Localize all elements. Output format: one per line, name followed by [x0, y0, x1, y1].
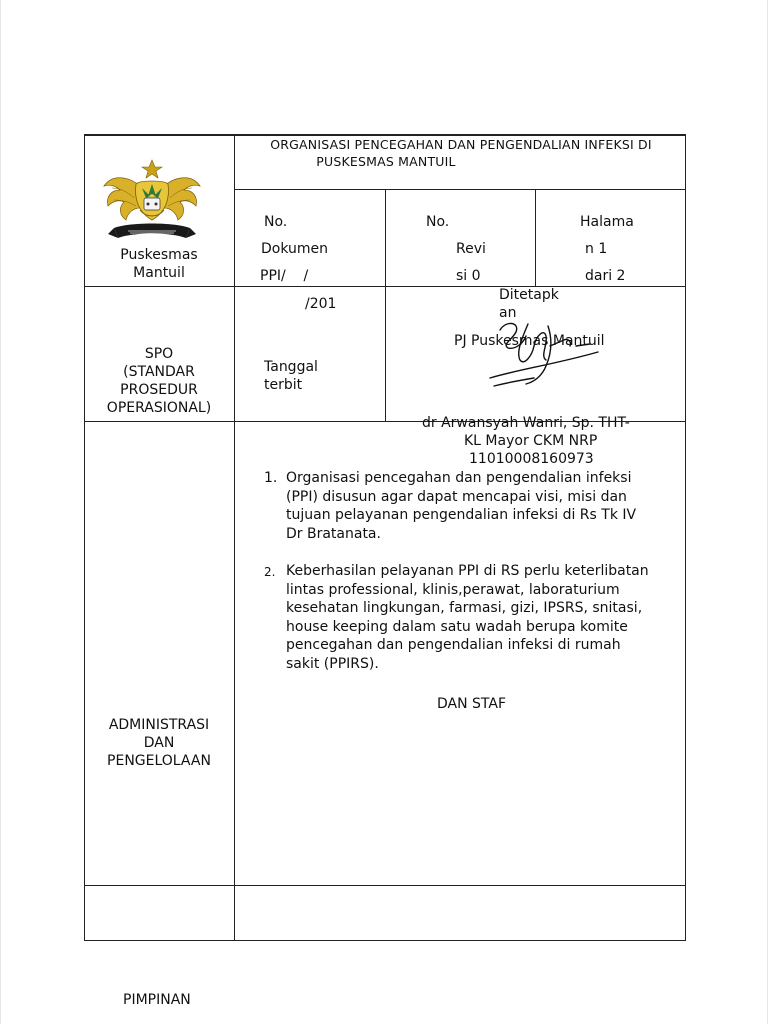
section-label-2: DAN [143, 735, 175, 751]
document-title-line2: PUSKESMAS MANTUIL [316, 154, 456, 169]
revision-label-2: Revi [456, 241, 486, 257]
org-name-line1: Puskesmas [120, 247, 198, 263]
list-item-line: (PPI) disusun agar dapat mencapai visi, misi dan [286, 488, 627, 505]
list-item-line: pencegahan dan pengendalian infeksi di rumah [286, 637, 621, 653]
list-item [264, 469, 678, 543]
list-item [264, 562, 678, 673]
tanggal-terbit-label-2: terbit [264, 377, 303, 393]
revision-label: No. [426, 214, 450, 230]
puskesmas-emblem-logo [100, 158, 208, 244]
list-item-number: 2. [264, 565, 276, 579]
list-item-line: sakit (PPIRS). [286, 655, 379, 672]
spo-label-3: PROSEDUR [120, 382, 198, 398]
list-item-number: 1. [264, 470, 278, 486]
document-title-line1: ORGANISASI PENCEGAHAN DAN PENGENDALIAN INFEKSI DI [270, 137, 652, 152]
doc-no-value: PPI/ / [260, 268, 309, 284]
list-item-line: lintas professional, klinis,perawat, laboraturium [286, 581, 620, 598]
ditetapkan-label-1: Ditetapk [499, 287, 559, 303]
section-label-3: PENGELOLAAN [107, 753, 211, 769]
pimpinan-label: PIMPINAN [123, 992, 191, 1008]
page-value: dari 2 [585, 268, 626, 284]
list-item-line: kesehatan lingkungan, farmasi, gizi, IPSRS, snitasi, [286, 600, 643, 616]
section-label-1: ADMINISTRASI [108, 717, 210, 733]
org-name-line2: Mantuil [133, 265, 185, 281]
doc-no-label-2: Dokumen [261, 241, 329, 257]
list-item-line: house keeping dalam satu wadah berupa komite [286, 618, 628, 635]
dan-staf-label: DAN STAF [437, 696, 507, 712]
revision-value: si 0 [456, 268, 481, 284]
signatory-nrp: 11010008160973 [469, 451, 594, 467]
signatory-name: dr Arwansyah Wanri, Sp. THT- [422, 415, 630, 431]
ditetapkan-label-2: an [499, 305, 517, 321]
doc-no-label: No. [264, 214, 288, 230]
list-item-line: Keberhasilan pelayanan PPI di RS perlu keterlibatan [286, 563, 649, 579]
page-label-2: n 1 [585, 241, 608, 257]
spo-label-1: SPO [144, 346, 174, 362]
spo-label-2: (STANDAR [123, 364, 195, 380]
page-edge [0, 0, 1, 1024]
handwritten-signature [486, 316, 606, 392]
list-item-line: Dr Bratanata. [286, 525, 381, 542]
spo-label-4: OPERASIONAL) [106, 400, 212, 416]
list-item-line: tujuan pelayanan pengendalian infeksi di Rs Tk IV [286, 507, 637, 523]
signatory-rank: KL Mayor CKM NRP [464, 433, 598, 449]
list-item-line: Organisasi pencegahan dan pengendalian infeksi [286, 470, 632, 486]
tanggal-terbit-label-1: Tanggal [264, 359, 318, 375]
pj-puskesmas-label: PJ Puskesmas Mantuil [454, 333, 605, 349]
page-label: Halama [580, 214, 634, 230]
doc-no-value-2: /201 [305, 296, 337, 312]
